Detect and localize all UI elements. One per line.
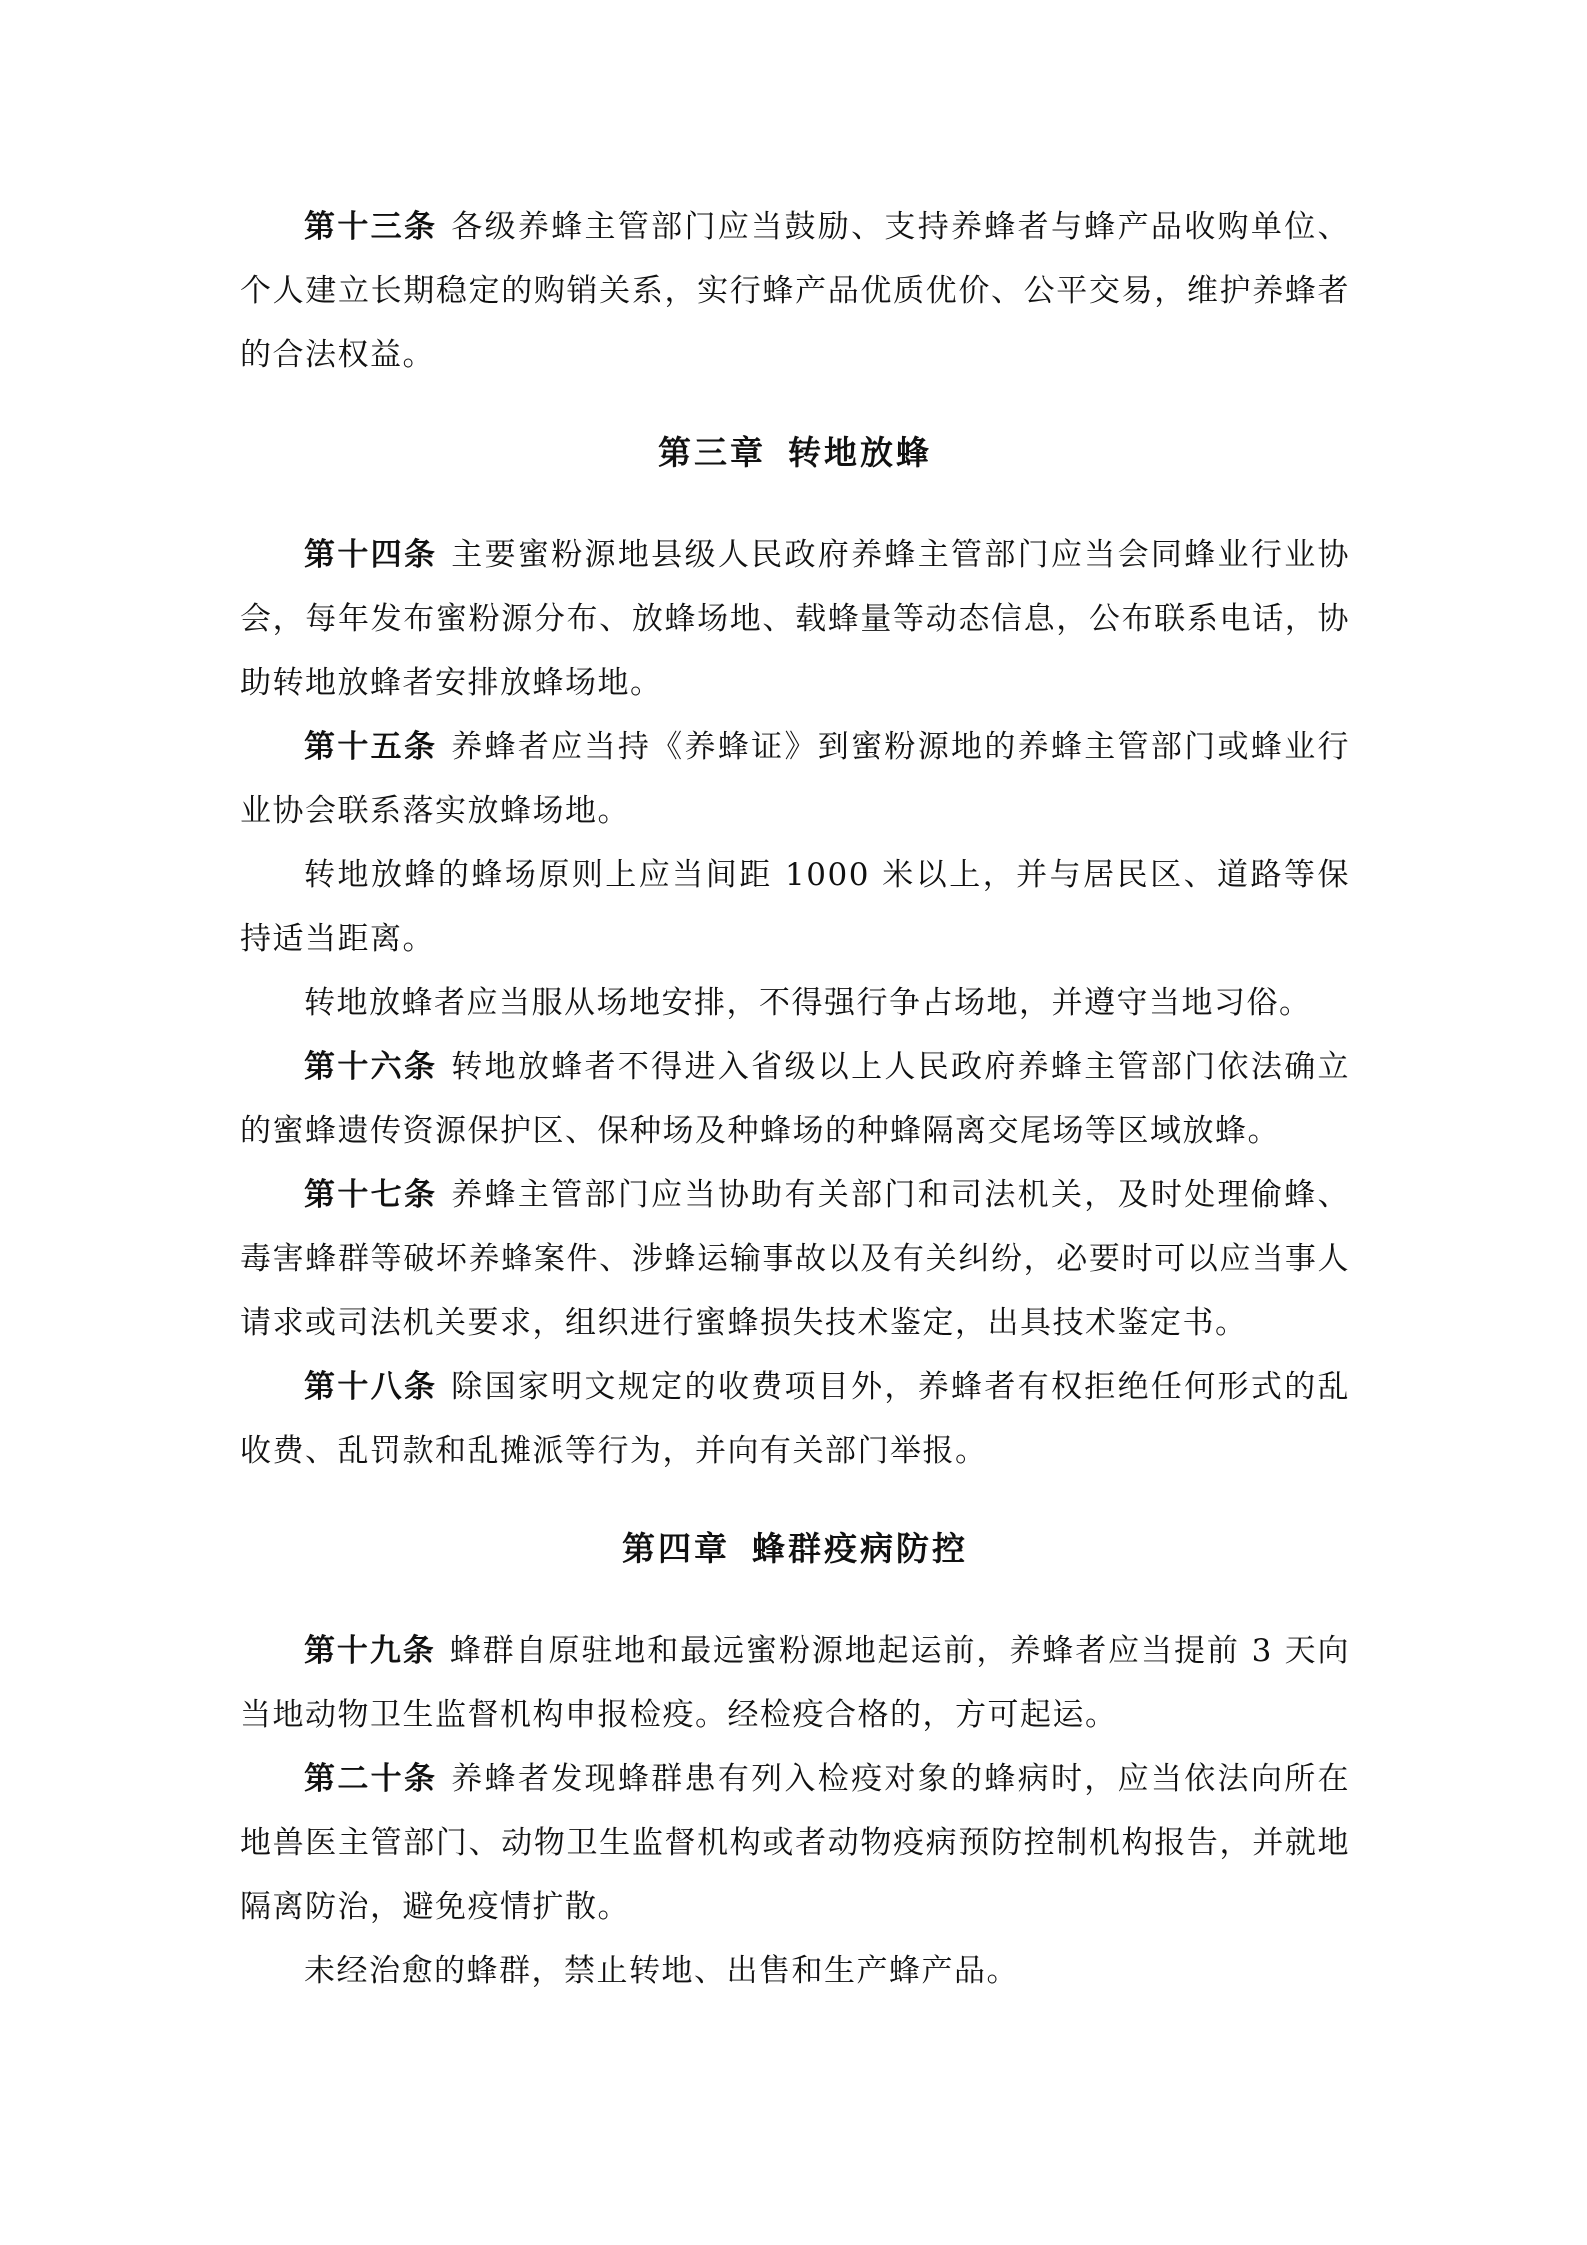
article-14 <box>240 523 1350 715</box>
article-label: 第十八条 <box>304 1369 438 1405</box>
article-label: 第十九条 <box>304 1633 436 1669</box>
article-text: 除国家明文规定的收费项目外，养蜂者有权拒绝任何形式的乱收费、乱罚款和乱摊派等行为，并向有关部门举报。 <box>240 1369 1351 1469</box>
article-label: 第二十条 <box>304 1761 438 1797</box>
article-20 <box>240 1747 1350 1939</box>
chapter-3-heading <box>240 421 1350 485</box>
chapter-title: 转地放蜂 <box>788 433 932 472</box>
article-18 <box>240 1355 1350 1483</box>
article-15-paragraph-2: 转地放蜂的蜂场原则上应当间距 1000 米以上，并与居民区、道路等保持适当距离。 <box>240 857 1350 957</box>
article-15-paragraph-3: 转地放蜂者应当服从场地安排，不得强行争占场地，并遵守当地习俗。 <box>304 985 1312 1021</box>
article-text: 各级养蜂主管部门应当鼓励、支持养蜂者与蜂产品收购单位、个人建立长期稳定的购销关系，实行蜂产品优质优价、公平交易，维护养蜂者的合法权益。 <box>240 209 1351 373</box>
article-text: 养蜂者应当持《养蜂证》到蜜粉源地的养蜂主管部门或蜂业行业协会联系落实放蜂场地。 <box>240 729 1351 829</box>
chapter-number: 第四章 <box>622 1529 730 1568</box>
article-16 <box>240 1035 1350 1163</box>
article-20-paragraph-2: 未经治愈的蜂群，禁止转地、出售和生产蜂产品。 <box>304 1953 1019 1989</box>
article-label: 第十七条 <box>304 1177 438 1213</box>
article-label: 第十六条 <box>304 1049 438 1085</box>
article-label: 第十三条 <box>304 209 438 245</box>
document-page <box>240 195 1350 2003</box>
article-17 <box>240 1163 1350 1355</box>
article-text: 主要蜜粉源地县级人民政府养蜂主管部门应当会同蜂业行业协会，每年发布蜜粉源分布、放蜂场地、载蜂量等动态信息，公布联系电话，协助转地放蜂者安排放蜂场地。 <box>240 537 1351 701</box>
chapter-number: 第三章 <box>658 433 766 472</box>
article-19 <box>240 1619 1350 1747</box>
chapter-4-heading <box>240 1517 1350 1581</box>
article-text: 养蜂主管部门应当协助有关部门和司法机关，及时处理偷蜂、毒害蜂群等破坏养蜂案件、涉蜂运输事故以及有关纠纷，必要时可以应当事人请求或司法机关要求，组织进行蜜蜂损失技术鉴定，出具技术鉴定书。 <box>240 1177 1351 1341</box>
article-15 <box>240 715 1350 843</box>
article-13 <box>240 195 1350 387</box>
article-text: 养蜂者发现蜂群患有列入检疫对象的蜂病时，应当依法向所在地兽医主管部门、动物卫生监督机构或者动物疫病预防控制机构报告，并就地隔离防治，避免疫情扩散。 <box>240 1761 1351 1925</box>
article-label: 第十四条 <box>304 537 438 573</box>
article-label: 第十五条 <box>304 729 438 765</box>
article-text: 蜂群自原驻地和最远蜜粉源地起运前，养蜂者应当提前 3 天向当地动物卫生监督机构申报检疫。经检疫合格的，方可起运。 <box>240 1633 1350 1733</box>
chapter-title: 蜂群疫病防控 <box>752 1529 968 1568</box>
article-text: 转地放蜂者不得进入省级以上人民政府养蜂主管部门依法确立的蜜蜂遗传资源保护区、保种场及种蜂场的种蜂隔离交尾场等区域放蜂。 <box>240 1049 1351 1149</box>
